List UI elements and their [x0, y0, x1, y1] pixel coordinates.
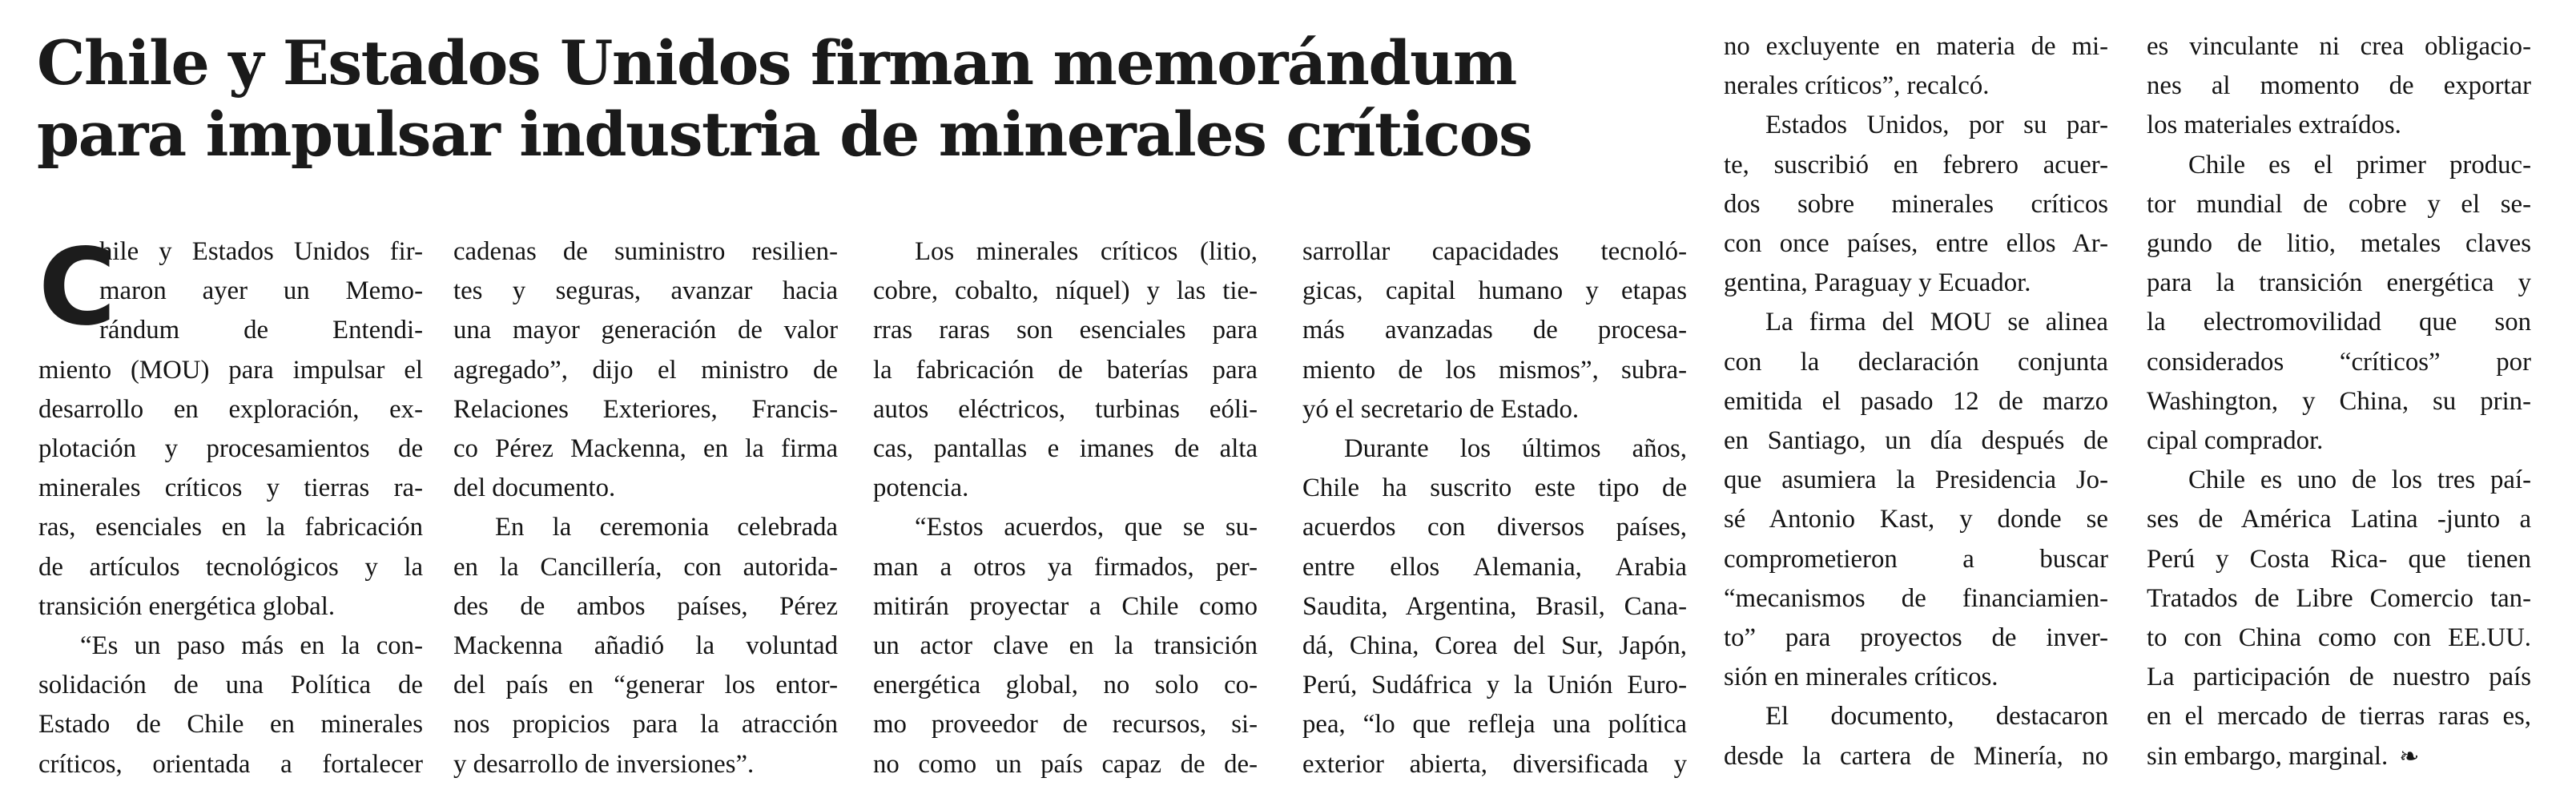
- text-line: críticos, orientada a fortalecer: [38, 749, 423, 779]
- text-line: “Estos acuerdos, que se su-: [915, 513, 1258, 542]
- text-line: plotación y procesamientos de: [38, 434, 423, 464]
- text-line: Los minerales críticos (litio,: [915, 237, 1258, 266]
- paragraph: [453, 232, 838, 508]
- text-line: del país en “generar los entor-: [453, 671, 838, 700]
- text-line: hile y Estados Unidos fir-: [99, 237, 423, 266]
- paragraph: [873, 232, 1258, 508]
- text-line: en la Cancillería, con autorida-: [453, 552, 838, 582]
- text-line: cobre, cobalto, níquel) y las tie-: [873, 276, 1258, 306]
- article-column-1: [38, 226, 423, 784]
- text-line: acuerdos con diversos países,: [1302, 513, 1687, 542]
- article-column-5: [1724, 27, 2108, 776]
- text-line: potencia.: [873, 474, 969, 503]
- text-line: El documento, destacaron: [1765, 702, 2108, 732]
- text-line: mitirán proyectar a Chile como: [873, 591, 1258, 621]
- text-line: desarrollo en exploración, ex-: [38, 394, 423, 424]
- text-line: agregado”, dijo el ministro de: [453, 355, 838, 385]
- text-line: gentina, Paraguay y Ecuador.: [1724, 268, 2031, 298]
- text-line: una mayor generación de valor: [453, 316, 838, 345]
- text-line: La firma del MOU se alinea: [1765, 308, 2108, 337]
- text-line-last: [2147, 737, 2531, 776]
- headline-line-1: Chile y Estados Unidos firman memorándum: [37, 27, 1516, 99]
- text-line: man a otros ya firmados, per-: [873, 552, 1258, 582]
- text-line: sarrollar capacidades tecnoló-: [1302, 237, 1687, 266]
- text-line: Tratados de Libre Comercio tan-: [2147, 583, 2531, 613]
- text-line: no como un país capaz de de-: [873, 749, 1258, 779]
- text-line: gicas, capital humano y etapas: [1302, 276, 1687, 306]
- text-line: En la ceremonia celebrada: [495, 513, 838, 542]
- end-of-article-icon: ❧: [2399, 742, 2420, 771]
- paragraph: [2147, 27, 2531, 146]
- text-line: pea, “lo que refleja una política: [1302, 710, 1687, 740]
- paragraph: [1724, 27, 2108, 106]
- text-line: nos propicios para la atracción: [453, 710, 838, 740]
- paragraph: [453, 508, 838, 784]
- text-line: ses de América Latina -junto a: [2147, 505, 2531, 534]
- text-line: Washington, y China, su prin-: [2147, 386, 2531, 416]
- text-line: desde la cartera de Minería, no: [1724, 741, 2108, 771]
- text-line: “Es un paso más en la con-: [80, 631, 423, 661]
- text-line: y desarrollo de inversiones”.: [453, 749, 755, 779]
- text-line: dá, China, Corea del Sur, Japón,: [1302, 631, 1687, 661]
- text-line: en Santiago, un día después de: [1724, 426, 2108, 456]
- text-line: considerados “críticos” por: [2147, 347, 2531, 377]
- text-line: Chile es uno de los tres paí-: [2188, 466, 2531, 495]
- paragraph: [1724, 697, 2108, 776]
- text-line: rras raras son esenciales para: [873, 316, 1258, 345]
- text-line: mo proveedor de recursos, si-: [873, 710, 1258, 740]
- text-line: sión en minerales críticos.: [1724, 663, 1998, 692]
- text-line: gundo de litio, metales claves: [2147, 229, 2531, 259]
- headline-line-2: para impulsar industria de minerales críticos: [37, 99, 1532, 170]
- paragraph: [2147, 461, 2531, 776]
- text-line: rándum de Entendi-: [99, 316, 423, 345]
- text-line: La participación de nuestro país: [2147, 663, 2531, 692]
- text-line: no excluyente en materia de mi-: [1724, 32, 2108, 61]
- text-line: te, suscribió en febrero acuer-: [1724, 150, 2108, 179]
- drop-cap: C: [38, 226, 116, 349]
- text-line: Perú, Sudáfrica y la Unión Euro-: [1302, 671, 1687, 700]
- article-headline: [37, 27, 1599, 170]
- text-line: maron ayer un Memo-: [99, 276, 423, 306]
- paragraph: [38, 627, 423, 784]
- text-line: nerales críticos”, recalcó.: [1724, 71, 1990, 101]
- text-line: cipal comprador.: [2147, 426, 2324, 456]
- text-line: autos eléctricos, turbinas eóli-: [873, 394, 1258, 424]
- text-line: transición energética global.: [38, 591, 336, 621]
- text-line: cas, pantallas e imanes de alta: [873, 434, 1258, 464]
- text-line: ras, esenciales en la fabricación: [38, 513, 423, 542]
- text-line: la electromovilidad que son: [2147, 308, 2531, 337]
- text-line: co Pérez Mackenna, en la firma: [453, 434, 838, 464]
- text-line: tes y seguras, avanzar hacia: [453, 276, 838, 306]
- paragraph: [1302, 429, 1687, 784]
- text-line: exterior abierta, diversificada y: [1302, 749, 1687, 779]
- text-line: nes al momento de exportar: [2147, 71, 2531, 101]
- text-line: la fabricación de baterías para: [873, 355, 1258, 385]
- text-line: solidación de una Política de: [38, 671, 423, 700]
- text-line: miento (MOU) para impulsar el: [38, 355, 423, 385]
- text-line: Saudita, Argentina, Brasil, Cana-: [1302, 591, 1687, 621]
- article-column-2: [453, 232, 838, 784]
- text-line: que asumiera la Presidencia Jo-: [1724, 466, 2108, 495]
- text-line: del documento.: [453, 474, 616, 503]
- paragraph: [1724, 106, 2108, 303]
- text-line: con once países, entre ellos Ar-: [1724, 229, 2108, 259]
- text-line: con la declaración conjunta: [1724, 347, 2108, 377]
- text-line: comprometieron a buscar: [1724, 544, 2108, 574]
- text-line: to” para proyectos de inver-: [1724, 623, 2108, 653]
- text-line: tor mundial de cobre y el se-: [2147, 189, 2531, 219]
- paragraph: [873, 508, 1258, 784]
- text-line: sin embargo, marginal.: [2147, 741, 2389, 771]
- text-line: dos sobre minerales críticos: [1724, 189, 2108, 219]
- text-line: de artículos tecnológicos y la: [38, 552, 423, 582]
- text-line: un actor clave en la transición: [873, 631, 1258, 661]
- article-column-3: [873, 232, 1258, 784]
- article-column-6: [2147, 27, 2531, 776]
- text-line: des de ambos países, Pérez: [453, 591, 838, 621]
- text-line: Relaciones Exteriores, Francis-: [453, 394, 838, 424]
- text-line: Mackenna añadió la voluntad: [453, 631, 838, 661]
- text-line: Durante los últimos años,: [1344, 434, 1687, 464]
- paragraph: [1724, 303, 2108, 697]
- text-line: Chile es el primer produc-: [2188, 150, 2531, 179]
- text-line: Chile ha suscrito este tipo de: [1302, 474, 1687, 503]
- paragraph: [2147, 146, 2531, 461]
- text-line: más avanzadas de procesa-: [1302, 316, 1687, 345]
- text-line: minerales críticos y tierras ra-: [38, 474, 423, 503]
- paragraph: [1302, 232, 1687, 429]
- text-line: miento de los mismos”, subra-: [1302, 355, 1687, 385]
- text-line: Estados Unidos, por su par-: [1765, 111, 2108, 140]
- article-column-4: [1302, 232, 1687, 784]
- text-line: energética global, no solo co-: [873, 671, 1258, 700]
- text-line: sé Antonio Kast, y donde se: [1724, 505, 2108, 534]
- text-line: yó el secretario de Estado.: [1302, 394, 1580, 424]
- text-line: Estado de Chile en minerales: [38, 710, 423, 740]
- text-line: Perú y Costa Rica- que tienen: [2147, 544, 2531, 574]
- text-line: en el mercado de tierras raras es,: [2147, 702, 2531, 732]
- text-line: cadenas de suministro resilien-: [453, 237, 838, 266]
- text-line: “mecanismos de financiamien-: [1724, 583, 2108, 613]
- text-line: es vinculante ni crea obligacio-: [2147, 32, 2531, 61]
- text-line: to con China como con EE.UU.: [2147, 623, 2531, 653]
- text-line: para la transición energética y: [2147, 268, 2531, 298]
- text-line: los materiales extraídos.: [2147, 111, 2401, 140]
- text-line: emitida el pasado 12 de marzo: [1724, 386, 2108, 416]
- text-line: entre ellos Alemania, Arabia: [1302, 552, 1687, 582]
